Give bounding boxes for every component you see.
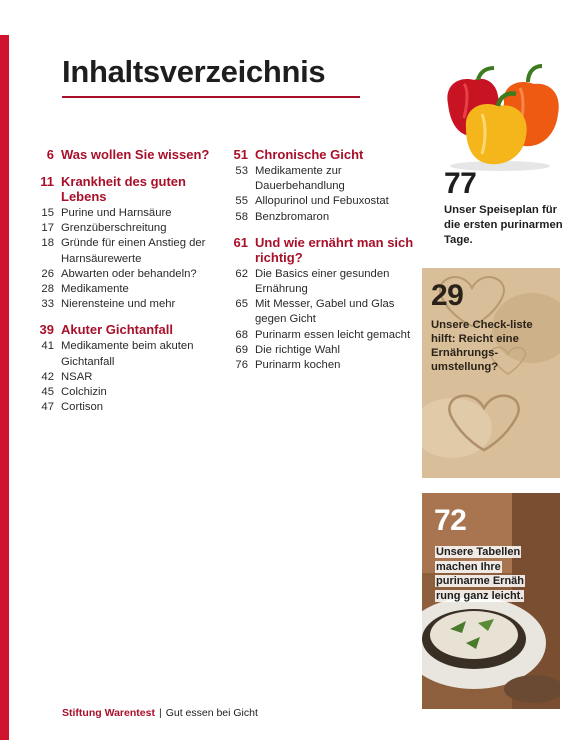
page-title: Inhaltsverzeichnis [62, 54, 326, 89]
promo-speiseplan[interactable] [444, 168, 574, 248]
toc-page-number: 76 [235, 359, 248, 372]
toc-page-number: 18 [41, 237, 54, 250]
red-edge-stripe [0, 35, 9, 740]
toc-entry-title: Die Basics einer gesunden Ernährung [255, 267, 390, 296]
toc-page-number: 15 [41, 207, 54, 219]
toc-entry-title: Medikamente zur Dauerbehandlung [255, 165, 345, 193]
toc-entry[interactable] [32, 282, 227, 297]
toc-page-number: 47 [41, 401, 54, 414]
section-gap [32, 312, 227, 322]
title-underline [62, 96, 360, 98]
toc-entry[interactable] [32, 339, 227, 369]
promo-checklist-card[interactable] [422, 268, 560, 478]
toc-page-number: 39 [39, 322, 54, 338]
toc-entry[interactable] [32, 206, 227, 221]
caption-line: rung ganz leicht. [436, 589, 524, 602]
promo-caption: Unsere Check-liste hilft: Reicht eine Ernährungs-umstellung? [431, 319, 533, 373]
toc-page-number: 53 [235, 165, 248, 177]
toc-entry-title: Purinarm kochen [255, 359, 341, 372]
toc-entry-title: Nierensteine und mehr [61, 298, 176, 311]
toc-page-number: 62 [235, 267, 248, 280]
toc-page-number: 42 [41, 370, 54, 383]
toc-chapter[interactable] [226, 147, 416, 162]
toc-page-number: 51 [233, 147, 248, 162]
toc-entry-title: Krankheit des guten Lebens [61, 174, 186, 204]
toc-entry-title: Grenzüberschreitung [61, 222, 167, 235]
toc-chapter[interactable] [32, 322, 227, 337]
toc-entry[interactable] [226, 194, 416, 209]
toc-page-number: 11 [40, 174, 54, 189]
toc-entry[interactable] [226, 358, 416, 373]
footer-book-title: Gut essen bei Gicht [165, 707, 258, 719]
toc-page-number: 33 [41, 298, 54, 311]
section-gap [226, 225, 416, 235]
page-footer [62, 707, 258, 719]
toc-entry[interactable] [32, 267, 227, 282]
toc-entry[interactable] [32, 385, 227, 400]
promo-page-number: 72 [434, 504, 467, 537]
toc-entry[interactable] [226, 210, 416, 225]
promo-caption [435, 545, 557, 603]
toc-entry[interactable] [226, 267, 416, 297]
toc-entry-title: Die richtige Wahl [255, 343, 340, 356]
toc-entry-title: Allopurinol und Febuxostat [255, 195, 389, 208]
footer-separator: | [158, 707, 162, 719]
toc-page-number: 65 [235, 298, 248, 311]
toc-entry-title: Purine und Harnsäure [61, 207, 172, 219]
toc-entry[interactable] [32, 370, 227, 385]
toc-entry[interactable] [226, 164, 416, 194]
caption-line: Unsere Tabellen [436, 546, 521, 558]
toc-left-column [32, 147, 227, 415]
footer-brand: Stiftung Warentest [62, 707, 155, 719]
toc-entry[interactable] [226, 343, 416, 358]
toc-page-number: 68 [235, 328, 248, 341]
caption-line: purinarme Ernäh [436, 575, 525, 587]
toc-page-number: 61 [233, 234, 248, 250]
toc-entry[interactable] [32, 221, 227, 236]
toc-chapter[interactable] [32, 147, 227, 162]
toc-page-number: 58 [235, 210, 248, 223]
toc-page-number: 17 [41, 222, 54, 235]
toc-entry-title: Chronische Gicht [255, 147, 364, 162]
toc-entry-title: Cortison [61, 401, 104, 414]
toc-page-number: 45 [41, 386, 54, 399]
caption-line: machen Ihre [436, 560, 501, 573]
toc-entry-title: NSAR [61, 370, 93, 383]
toc-entry-title: Mit Messer, Gabel und Glas gegen Gicht [255, 298, 395, 326]
toc-page-number: 69 [235, 343, 248, 356]
toc-chapter[interactable] [32, 174, 227, 204]
promo-page-number: 29 [431, 279, 464, 312]
toc-entry[interactable] [226, 328, 416, 343]
toc-entry-title: Was wollen Sie wissen? [61, 147, 210, 162]
toc-entry-title: Medikamente [61, 283, 129, 296]
toc-page-number: 28 [41, 283, 54, 296]
toc-page-number: 41 [41, 340, 54, 353]
toc-page-number: 6 [46, 147, 54, 162]
toc-entry-title: Medikamente beim akuten Gichtanfall [61, 340, 194, 368]
toc-middle-column [226, 147, 416, 373]
toc-page-number: 26 [41, 267, 54, 280]
section-gap [32, 164, 227, 174]
promo-tables-card[interactable] [422, 493, 560, 709]
toc-entry-title: Akuter Gichtanfall [61, 322, 173, 338]
toc-entry[interactable] [32, 400, 227, 415]
toc-entry-title: Abwarten oder behandeln? [61, 267, 197, 280]
promo-page-number: 77 [444, 167, 477, 200]
toc-entry-title: Colchizin [61, 386, 107, 399]
toc-entry-title: Benzbromaron [255, 210, 330, 223]
toc-entry-title: Purinarm essen leicht gemacht [255, 328, 411, 341]
toc-entry[interactable] [226, 297, 416, 327]
toc-entry-title: Und wie ernährt man sich richtig? [255, 234, 414, 265]
toc-entry-title: Gründe für einen Anstieg der Harnsäurewerte [61, 237, 206, 265]
promo-caption: Unser Speiseplan für die ersten purinarmen Tage. [444, 204, 563, 246]
toc-chapter[interactable] [226, 235, 416, 265]
toc-page-number: 55 [235, 195, 248, 208]
toc-entry[interactable] [32, 236, 227, 266]
toc-entry[interactable] [32, 297, 227, 312]
bell-peppers-image [438, 62, 568, 174]
